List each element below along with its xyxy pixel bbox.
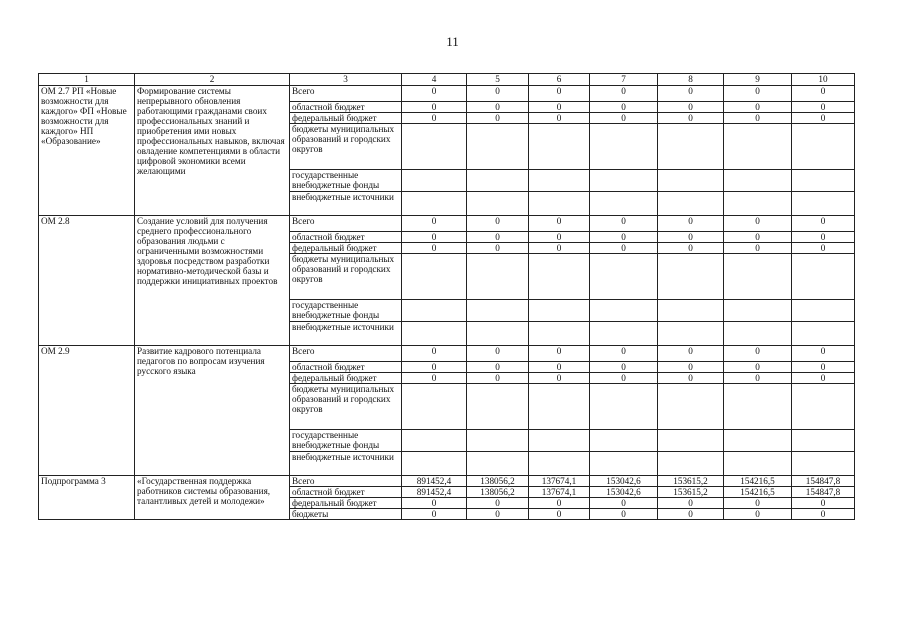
amount-cell: 0	[402, 373, 467, 384]
funding-source: Всего	[290, 346, 402, 362]
amount-cell: 0	[724, 243, 792, 254]
funding-source: федеральный бюджет	[290, 498, 402, 509]
funding-source: бюджеты муниципальных образований и городских округов	[290, 254, 402, 300]
amount-cell	[792, 300, 855, 322]
amount-cell: 0	[402, 243, 467, 254]
amount-cell	[402, 124, 467, 170]
amount-cell: 0	[402, 113, 467, 124]
amount-cell	[724, 430, 792, 452]
column-header: 5	[467, 74, 529, 86]
amount-cell: 154847,8	[792, 476, 855, 487]
amount-cell: 0	[529, 216, 590, 232]
amount-cell: 0	[792, 243, 855, 254]
amount-cell	[529, 322, 590, 346]
program-code: ОМ 2.7 РП «Новые возможности для каждого» ФП «Новые возможности для каждого» НП «Образование»	[39, 86, 135, 216]
column-header: 8	[658, 74, 724, 86]
amount-cell: 0	[467, 113, 529, 124]
funding-source: государственные внебюджетные фонды	[290, 430, 402, 452]
amount-cell	[724, 254, 792, 300]
amount-cell: 0	[658, 509, 724, 520]
amount-cell	[658, 384, 724, 430]
amount-cell	[467, 170, 529, 192]
amount-cell: 0	[402, 102, 467, 113]
amount-cell: 0	[724, 346, 792, 362]
amount-cell: 0	[529, 113, 590, 124]
amount-cell	[467, 322, 529, 346]
amount-cell	[724, 384, 792, 430]
amount-cell: 0	[590, 113, 658, 124]
amount-cell	[792, 170, 855, 192]
amount-cell	[529, 124, 590, 170]
amount-cell: 0	[792, 86, 855, 102]
amount-cell: 0	[402, 232, 467, 243]
funding-source: бюджеты муниципальных образований и городских округов	[290, 384, 402, 430]
program-code: ОМ 2.8	[39, 216, 135, 346]
amount-cell: 0	[467, 346, 529, 362]
amount-cell	[529, 192, 590, 216]
amount-cell: 0	[724, 362, 792, 373]
amount-cell: 0	[529, 102, 590, 113]
amount-cell: 153042,6	[590, 476, 658, 487]
amount-cell: 0	[529, 498, 590, 509]
amount-cell: 0	[590, 102, 658, 113]
amount-cell: 0	[590, 362, 658, 373]
amount-cell: 0	[590, 86, 658, 102]
amount-cell	[467, 452, 529, 476]
amount-cell: 0	[658, 498, 724, 509]
amount-cell	[467, 384, 529, 430]
amount-cell: 0	[658, 373, 724, 384]
program-code: ОМ 2.9	[39, 346, 135, 476]
amount-cell: 0	[529, 509, 590, 520]
amount-cell: 0	[724, 509, 792, 520]
amount-cell: 0	[792, 373, 855, 384]
amount-cell: 0	[467, 498, 529, 509]
program-description: Развитие кадрового потенциала педагогов по вопросам изучения русского языка	[135, 346, 290, 476]
amount-cell: 0	[590, 243, 658, 254]
amount-cell: 0	[658, 362, 724, 373]
amount-cell	[792, 322, 855, 346]
column-header: 10	[792, 74, 855, 86]
amount-cell: 0	[529, 86, 590, 102]
amount-cell	[402, 384, 467, 430]
amount-cell	[590, 300, 658, 322]
funding-source: государственные внебюджетные фонды	[290, 300, 402, 322]
column-header: 3	[290, 74, 402, 86]
amount-cell: 0	[529, 243, 590, 254]
amount-cell: 0	[467, 362, 529, 373]
table-row	[39, 476, 855, 487]
funding-source: внебюджетные источники	[290, 322, 402, 346]
column-header: 4	[402, 74, 467, 86]
amount-cell: 137674,1	[529, 476, 590, 487]
amount-cell	[658, 170, 724, 192]
amount-cell	[724, 322, 792, 346]
amount-cell: 0	[467, 509, 529, 520]
amount-cell	[590, 192, 658, 216]
amount-cell	[467, 254, 529, 300]
amount-cell	[402, 452, 467, 476]
amount-cell	[529, 254, 590, 300]
page-number: 11	[446, 34, 459, 49]
amount-cell	[658, 452, 724, 476]
header-row	[39, 74, 855, 86]
amount-cell: 0	[590, 232, 658, 243]
amount-cell: 0	[658, 243, 724, 254]
amount-cell: 0	[467, 86, 529, 102]
amount-cell: 0	[792, 498, 855, 509]
amount-cell: 0	[724, 102, 792, 113]
amount-cell: 0	[792, 113, 855, 124]
amount-cell: 0	[792, 216, 855, 232]
funding-source: Всего	[290, 86, 402, 102]
funding-source: областной бюджет	[290, 487, 402, 498]
amount-cell: 0	[529, 362, 590, 373]
amount-cell	[402, 192, 467, 216]
amount-cell	[529, 452, 590, 476]
amount-cell: 0	[724, 216, 792, 232]
amount-cell: 0	[724, 373, 792, 384]
funding-source: внебюджетные источники	[290, 452, 402, 476]
amount-cell	[467, 430, 529, 452]
program-description: «Государственная поддержка работников системы образования, талантливых детей и молодежи»	[135, 476, 290, 520]
amount-cell	[529, 170, 590, 192]
amount-cell: 0	[724, 232, 792, 243]
table-row	[39, 346, 855, 362]
amount-cell	[529, 384, 590, 430]
column-header: 9	[724, 74, 792, 86]
amount-cell: 0	[590, 509, 658, 520]
amount-cell	[658, 430, 724, 452]
amount-cell: 0	[792, 232, 855, 243]
amount-cell: 0	[658, 232, 724, 243]
amount-cell: 0	[402, 498, 467, 509]
amount-cell	[402, 254, 467, 300]
amount-cell: 0	[658, 216, 724, 232]
amount-cell	[529, 300, 590, 322]
funding-source: областной бюджет	[290, 362, 402, 373]
amount-cell: 0	[792, 102, 855, 113]
amount-cell	[724, 192, 792, 216]
amount-cell	[724, 300, 792, 322]
amount-cell	[402, 300, 467, 322]
funding-source: Всего	[290, 476, 402, 487]
amount-cell: 0	[590, 498, 658, 509]
funding-source: бюджеты	[290, 509, 402, 520]
amount-cell	[590, 430, 658, 452]
amount-cell: 0	[529, 373, 590, 384]
amount-cell: 891452,4	[402, 487, 467, 498]
program-description: Формирование системы непрерывного обновления работающими гражданами своих профессиональных знаний и приобретения ими новых профессиональных навыков, включая овладение компетенциями в области цифровой экономики всеми желающими	[135, 86, 290, 216]
funding-source: Всего	[290, 216, 402, 232]
table-body	[39, 74, 855, 520]
funding-source: федеральный бюджет	[290, 373, 402, 384]
budget-table	[38, 73, 855, 520]
amount-cell	[529, 430, 590, 452]
amount-cell	[590, 124, 658, 170]
amount-cell	[402, 430, 467, 452]
column-header: 6	[529, 74, 590, 86]
amount-cell: 0	[529, 346, 590, 362]
funding-source: государственные внебюджетные фонды	[290, 170, 402, 192]
amount-cell: 0	[467, 232, 529, 243]
amount-cell: 0	[467, 243, 529, 254]
amount-cell: 0	[402, 509, 467, 520]
amount-cell	[658, 300, 724, 322]
amount-cell: 0	[590, 346, 658, 362]
amount-cell: 0	[467, 373, 529, 384]
amount-cell	[467, 124, 529, 170]
amount-cell: 0	[792, 362, 855, 373]
amount-cell: 0	[590, 216, 658, 232]
amount-cell	[792, 192, 855, 216]
amount-cell: 154216,5	[724, 487, 792, 498]
amount-cell: 0	[724, 113, 792, 124]
amount-cell: 153615,2	[658, 487, 724, 498]
funding-source: бюджеты муниципальных образований и городских округов	[290, 124, 402, 170]
amount-cell: 0	[590, 373, 658, 384]
amount-cell	[590, 322, 658, 346]
amount-cell	[792, 430, 855, 452]
amount-cell: 0	[402, 346, 467, 362]
amount-cell	[792, 124, 855, 170]
amount-cell	[658, 124, 724, 170]
amount-cell: 0	[792, 509, 855, 520]
column-header: 7	[590, 74, 658, 86]
amount-cell	[724, 170, 792, 192]
column-header: 2	[135, 74, 290, 86]
amount-cell: 0	[467, 216, 529, 232]
amount-cell: 138056,2	[467, 476, 529, 487]
amount-cell	[658, 254, 724, 300]
amount-cell: 154847,8	[792, 487, 855, 498]
amount-cell: 0	[724, 86, 792, 102]
amount-cell: 153042,6	[590, 487, 658, 498]
amount-cell: 153615,2	[658, 476, 724, 487]
amount-cell	[467, 192, 529, 216]
amount-cell	[792, 384, 855, 430]
amount-cell	[590, 452, 658, 476]
amount-cell: 0	[467, 102, 529, 113]
funding-source: областной бюджет	[290, 102, 402, 113]
amount-cell: 891452,4	[402, 476, 467, 487]
amount-cell: 154216,5	[724, 476, 792, 487]
amount-cell	[590, 384, 658, 430]
program-description: Создание условий для получения среднего профессионального образования людьми с ограниченными возможностями здоровья посредством разработки нормативно-методической базы и поддержки инициативных проектов	[135, 216, 290, 346]
funding-source: федеральный бюджет	[290, 113, 402, 124]
program-code: Подпрограмма 3	[39, 476, 135, 520]
amount-cell: 0	[658, 86, 724, 102]
amount-cell: 0	[658, 346, 724, 362]
column-header: 1	[39, 74, 135, 86]
amount-cell: 0	[402, 86, 467, 102]
amount-cell: 0	[724, 498, 792, 509]
amount-cell: 0	[792, 346, 855, 362]
amount-cell	[402, 322, 467, 346]
amount-cell: 0	[402, 362, 467, 373]
funding-source: внебюджетные источники	[290, 192, 402, 216]
amount-cell	[724, 124, 792, 170]
funding-source: федеральный бюджет	[290, 243, 402, 254]
amount-cell	[792, 254, 855, 300]
amount-cell: 0	[402, 216, 467, 232]
amount-cell: 137674,1	[529, 487, 590, 498]
amount-cell	[402, 170, 467, 192]
amount-cell: 0	[658, 102, 724, 113]
amount-cell: 138056,2	[467, 487, 529, 498]
amount-cell	[792, 452, 855, 476]
amount-cell: 0	[658, 113, 724, 124]
amount-cell	[658, 322, 724, 346]
amount-cell	[467, 300, 529, 322]
table-row	[39, 216, 855, 232]
amount-cell	[724, 452, 792, 476]
funding-source: областной бюджет	[290, 232, 402, 243]
table-row	[39, 86, 855, 102]
amount-cell	[590, 170, 658, 192]
amount-cell	[590, 254, 658, 300]
amount-cell	[658, 192, 724, 216]
amount-cell: 0	[529, 232, 590, 243]
